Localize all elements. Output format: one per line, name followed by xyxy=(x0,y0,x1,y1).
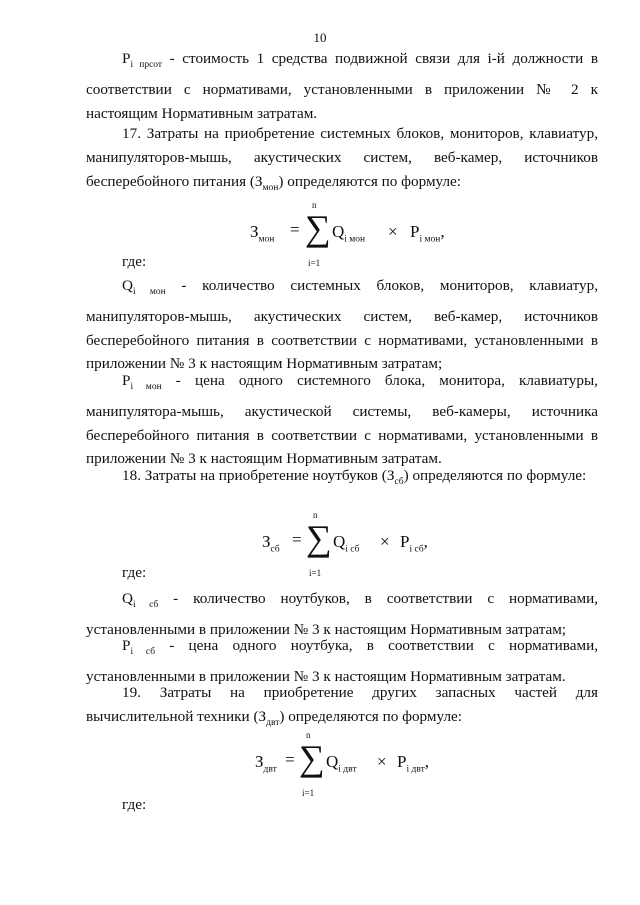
formula-q: Q xyxy=(326,752,339,771)
formula-p-subscript: i сб xyxy=(409,544,424,555)
formula-end: , xyxy=(423,532,428,551)
times-sign: × xyxy=(377,752,387,771)
sum-lower-limit: i=1 xyxy=(309,568,322,578)
subscript: сб xyxy=(394,477,404,488)
formula-q: Q xyxy=(332,222,345,241)
sum-upper-limit: n xyxy=(306,730,311,740)
definition-text: - стоимость 1 средства подвижной связи для i-й должности в соответствии с нормативами, установленными в приложении № 2 к настоящим Нормативным затратам. xyxy=(86,50,599,122)
where-label: где: xyxy=(122,253,147,270)
paragraph-text: 18. Затраты на приобретение ноутбуков (З xyxy=(122,467,395,484)
formula-q-subscript: i сб xyxy=(345,544,360,555)
equals-sign: = xyxy=(290,220,300,239)
formula-lhs-subscript: сб xyxy=(270,544,280,555)
times-sign: × xyxy=(388,222,398,241)
formula-dvt xyxy=(255,730,505,800)
symbol: P xyxy=(122,50,131,67)
definition-text: - количество ноутбуков, в соответствии с нормативами, установленными в приложении № 3 к настоящим Нормативным затратам; xyxy=(86,590,598,638)
paragraph-18 xyxy=(86,464,598,495)
where-label: где: xyxy=(122,796,147,813)
subscript: мон xyxy=(262,182,279,193)
sigma-icon: ∑ xyxy=(305,208,331,248)
page-number: 10 xyxy=(313,30,327,45)
formula-end: , xyxy=(424,752,429,771)
paragraph-text: 19. Затраты на приобретение других запасных частей для вычислительной техники (З xyxy=(86,684,598,725)
sum-upper-limit: n xyxy=(312,200,317,210)
formula-q: Q xyxy=(333,532,346,551)
formula-p: P xyxy=(410,222,420,241)
times-sign: × xyxy=(380,532,390,551)
formula-q-subscript: i мон xyxy=(344,234,366,245)
formula-end: , xyxy=(440,222,445,241)
definition-q-mon xyxy=(86,274,598,376)
symbol-subscript: i мон xyxy=(130,382,162,393)
symbol-subscript: i сб xyxy=(130,647,156,658)
paragraph-text: 17. Затраты на приобретение системных блоков, мониторов, клавиатур, манипуляторов-мышь, акустических систем, веб-камер, источников бесперебойного питания (З xyxy=(86,125,598,190)
sigma-icon: ∑ xyxy=(306,518,332,558)
formula-lhs: З xyxy=(255,752,264,771)
where-label: где: xyxy=(122,564,147,581)
formula-lhs-subscript: мон xyxy=(258,234,275,245)
formula-sb xyxy=(262,510,502,580)
paragraph-text-end: ) определяются по формуле: xyxy=(403,467,587,484)
definition-text: - цена одного ноутбука, в соответствии с нормативами, установленными в приложении № 3 к настоящим Нормативным затратам. xyxy=(86,637,598,685)
sigma-icon: ∑ xyxy=(299,738,325,778)
symbol: P xyxy=(122,372,131,389)
formula-p-subscript: i мон xyxy=(419,234,441,245)
formula-p: P xyxy=(400,532,410,551)
symbol: P xyxy=(122,637,131,654)
formula-p-subscript: i двт xyxy=(406,764,425,775)
paragraph-19 xyxy=(86,681,598,736)
formula-p: P xyxy=(397,752,407,771)
formula-lhs-subscript: двт xyxy=(263,764,277,775)
equals-sign: = xyxy=(285,750,295,769)
definition-text: - цена одного системного блока, монитора, клавиатуры, манипулятора-мышь, акустической системы, веб-камеры, источника бесперебойного питания в соответствии с нормативами, установленными в приложении № 3 к настоящим Нормативным затратам. xyxy=(86,372,598,468)
symbol: Q xyxy=(122,277,133,294)
symbol-subscript: i сб xyxy=(132,600,159,611)
subscript: двт xyxy=(266,717,280,728)
paragraph-17 xyxy=(86,122,598,200)
definition-text: - количество системных блоков, мониторов, клавиатур, манипуляторов-мышь, акустических систем, веб-камер, источников бесперебойного питания в соответствии с нормативами, установленными в приложении № 3 к настоящим Нормативным затратам; xyxy=(86,277,598,373)
sum-lower-limit: i=1 xyxy=(302,788,315,798)
definition-p-mon xyxy=(86,369,598,471)
sum-upper-limit: n xyxy=(313,510,318,520)
formula-lhs: З xyxy=(262,532,271,551)
sum-lower-limit: i=1 xyxy=(308,258,321,268)
formula-q-subscript: i двт xyxy=(338,764,357,775)
equals-sign: = xyxy=(292,530,302,549)
formula-mon xyxy=(250,200,510,270)
paragraph-text-end: ) определяются по формуле: xyxy=(278,172,462,190)
formula-lhs: З xyxy=(250,222,259,241)
symbol-subscript: i прсот xyxy=(130,60,163,71)
symbol-subscript: i мон xyxy=(132,287,166,298)
symbol: Q xyxy=(122,590,133,607)
definition-p-prsot xyxy=(86,47,598,125)
paragraph-text-end: ) определяются по формуле: xyxy=(279,707,462,725)
